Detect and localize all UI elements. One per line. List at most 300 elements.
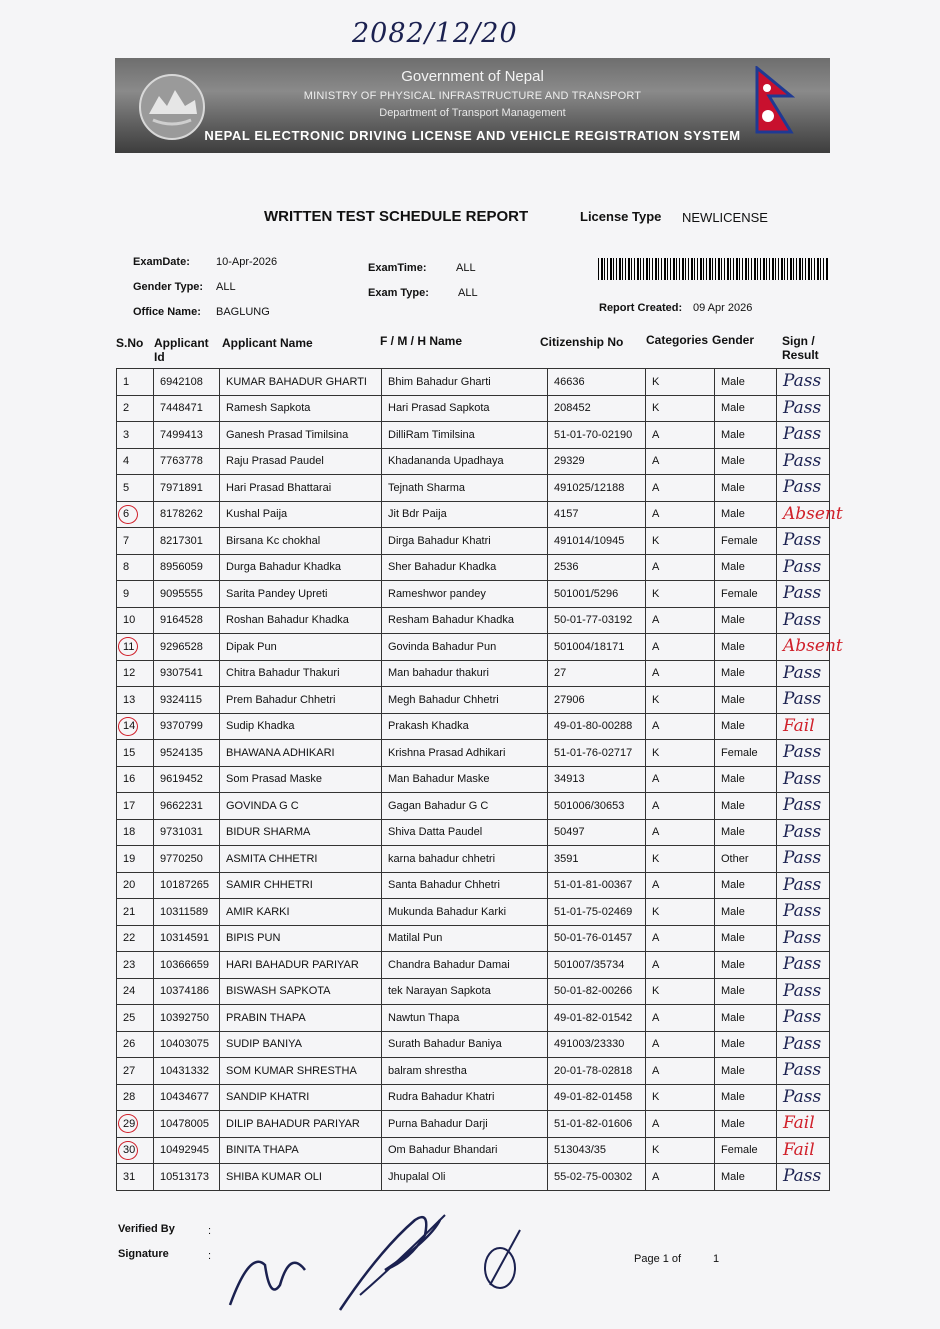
cell-category: K bbox=[646, 581, 715, 608]
cell-category: A bbox=[646, 1111, 715, 1138]
cell-citizenship: 34913 bbox=[548, 766, 646, 793]
cell-sign-result bbox=[777, 475, 830, 502]
cell-fmh-name: Purna Bahadur Darji bbox=[382, 1111, 548, 1138]
cell-gender: Male bbox=[715, 1058, 777, 1085]
table-row bbox=[117, 740, 830, 767]
office-name-label: Office Name: bbox=[133, 306, 201, 318]
cell-fmh-name: Jit Bdr Paija bbox=[382, 501, 548, 528]
cell-category: A bbox=[646, 925, 715, 952]
cell-sno: 19 bbox=[117, 846, 154, 873]
cell-gender: Male bbox=[715, 766, 777, 793]
cell-sign-result bbox=[777, 660, 830, 687]
cell-sign-result bbox=[777, 528, 830, 555]
table-row bbox=[117, 978, 830, 1005]
cell-sno: 21 bbox=[117, 899, 154, 926]
cell-gender: Male bbox=[715, 1084, 777, 1111]
cell-citizenship: 491003/23330 bbox=[548, 1031, 646, 1058]
handwritten-result: Fail bbox=[783, 1113, 815, 1133]
handwritten-result: Pass bbox=[783, 397, 822, 418]
cell-applicant-name: BIPIS PUN bbox=[220, 925, 382, 952]
cell-applicant-name: BINITA THAPA bbox=[220, 1137, 382, 1164]
cell-applicant-id: 10392750 bbox=[154, 1005, 220, 1032]
col-header-citizenship: Citizenship No bbox=[540, 335, 624, 349]
col-header-categories: Categories bbox=[646, 333, 709, 347]
col-header-gender: Gender bbox=[712, 333, 755, 347]
cell-applicant-id: 7448471 bbox=[154, 395, 220, 422]
cell-gender: Male bbox=[715, 819, 777, 846]
cell-applicant-id: 9770250 bbox=[154, 846, 220, 873]
handwritten-result: Pass bbox=[783, 450, 822, 471]
cell-category: K bbox=[646, 899, 715, 926]
cell-applicant-name: Ganesh Prasad Timilsina bbox=[220, 422, 382, 449]
table-row bbox=[117, 607, 830, 634]
table-row bbox=[117, 766, 830, 793]
cell-gender: Male bbox=[715, 1031, 777, 1058]
cell-applicant-id: 8217301 bbox=[154, 528, 220, 555]
cell-sno: 28 bbox=[117, 1084, 154, 1111]
cell-gender: Male bbox=[715, 369, 777, 396]
cell-category: K bbox=[646, 1084, 715, 1111]
cell-sno: 24 bbox=[117, 978, 154, 1005]
cell-applicant-id: 10374186 bbox=[154, 978, 220, 1005]
cell-gender: Male bbox=[715, 793, 777, 820]
cell-applicant-name: Sarita Pandey Upreti bbox=[220, 581, 382, 608]
cell-citizenship: 20-01-78-02818 bbox=[548, 1058, 646, 1085]
cell-sign-result bbox=[777, 501, 843, 528]
cell-sign-result bbox=[777, 793, 830, 820]
barcode bbox=[598, 258, 828, 280]
verified-by-colon: : bbox=[208, 1225, 212, 1237]
cell-citizenship: 491025/12188 bbox=[548, 475, 646, 502]
cell-applicant-name: Hari Prasad Bhattarai bbox=[220, 475, 382, 502]
cell-citizenship: 27 bbox=[548, 660, 646, 687]
cell-sign-result bbox=[777, 1031, 830, 1058]
signature-colon: : bbox=[208, 1250, 212, 1262]
cell-applicant-name: Kushal Paija bbox=[220, 501, 382, 528]
cell-applicant-id: 10434677 bbox=[154, 1084, 220, 1111]
cell-sno: 7 bbox=[117, 528, 154, 555]
cell-gender: Male bbox=[715, 952, 777, 979]
table-row bbox=[117, 422, 830, 449]
cell-category: K bbox=[646, 740, 715, 767]
cell-citizenship: 50497 bbox=[548, 819, 646, 846]
exam-time-value: ALL bbox=[456, 262, 476, 274]
cell-applicant-id: 9296528 bbox=[154, 634, 220, 661]
handwritten-result: Pass bbox=[783, 609, 822, 630]
cell-applicant-id: 10492945 bbox=[154, 1137, 220, 1164]
cell-sno: 1 bbox=[117, 369, 154, 396]
cell-sno: 3 bbox=[117, 422, 154, 449]
cell-category: K bbox=[646, 369, 715, 396]
cell-fmh-name: Govinda Bahadur Pun bbox=[382, 634, 548, 661]
cell-fmh-name: tek Narayan Sapkota bbox=[382, 978, 548, 1005]
cell-fmh-name: Shiva Datta Paudel bbox=[382, 819, 548, 846]
cell-citizenship: 51-01-76-02717 bbox=[548, 740, 646, 767]
cell-category: A bbox=[646, 1058, 715, 1085]
cell-citizenship: 513043/35 bbox=[548, 1137, 646, 1164]
cell-sign-result bbox=[777, 713, 830, 740]
cell-citizenship: 55-02-75-00302 bbox=[548, 1164, 646, 1191]
cell-applicant-name: Durga Bahadur Khadka bbox=[220, 554, 382, 581]
table-row bbox=[117, 687, 830, 714]
exam-type-label: Exam Type: bbox=[368, 287, 429, 299]
cell-citizenship: 4157 bbox=[548, 501, 646, 528]
cell-applicant-id: 7763778 bbox=[154, 448, 220, 475]
cell-applicant-id: 10366659 bbox=[154, 952, 220, 979]
cell-sign-result bbox=[777, 554, 830, 581]
cell-gender: Male bbox=[715, 448, 777, 475]
cell-category: A bbox=[646, 793, 715, 820]
cell-fmh-name: Man Bahadur Maske bbox=[382, 766, 548, 793]
handwritten-result: Pass bbox=[783, 583, 822, 603]
cell-sno: 26 bbox=[117, 1031, 154, 1058]
cell-gender: Male bbox=[715, 925, 777, 952]
cell-applicant-id: 10478005 bbox=[154, 1111, 220, 1138]
cell-sno: 5 bbox=[117, 475, 154, 502]
col-header-applicant-name: Applicant Name bbox=[222, 336, 313, 350]
cell-gender: Other bbox=[715, 846, 777, 873]
cell-sign-result bbox=[777, 448, 830, 475]
cell-applicant-name: Prem Bahadur Chhetri bbox=[220, 687, 382, 714]
cell-applicant-id: 10403075 bbox=[154, 1031, 220, 1058]
cell-category: A bbox=[646, 422, 715, 449]
cell-sno: 16 bbox=[117, 766, 154, 793]
cell-citizenship: 51-01-75-02469 bbox=[548, 899, 646, 926]
table-row bbox=[117, 1111, 830, 1138]
handwritten-result: Pass bbox=[783, 821, 822, 842]
cell-citizenship: 50-01-76-01457 bbox=[548, 925, 646, 952]
nepal-flag-icon bbox=[755, 66, 795, 136]
cell-sno: 12 bbox=[117, 660, 154, 687]
cell-category: A bbox=[646, 872, 715, 899]
cell-fmh-name: Megh Bahadur Chhetri bbox=[382, 687, 548, 714]
cell-category: A bbox=[646, 475, 715, 502]
cell-fmh-name: Khadananda Upadhaya bbox=[382, 448, 548, 475]
cell-applicant-id: 10187265 bbox=[154, 872, 220, 899]
cell-applicant-id: 9164528 bbox=[154, 607, 220, 634]
cell-citizenship: 50-01-77-03192 bbox=[548, 607, 646, 634]
cell-category: K bbox=[646, 846, 715, 873]
cell-sno: 18 bbox=[117, 819, 154, 846]
cell-applicant-name: ASMITA CHHETRI bbox=[220, 846, 382, 873]
cell-sno: 17 bbox=[117, 793, 154, 820]
cell-applicant-id: 9370799 bbox=[154, 713, 220, 740]
handwritten-result: Pass bbox=[783, 662, 822, 683]
cell-category: K bbox=[646, 978, 715, 1005]
cell-category: A bbox=[646, 448, 715, 475]
report-title: WRITTEN TEST SCHEDULE REPORT bbox=[264, 208, 529, 225]
banner-department: Department of Transport Management bbox=[379, 107, 566, 119]
handwritten-result: Pass bbox=[783, 371, 822, 391]
cell-category: A bbox=[646, 1005, 715, 1032]
cell-sno: 10 bbox=[117, 607, 154, 634]
license-type-value: NEWLICENSE bbox=[682, 210, 768, 225]
cell-sno: 22 bbox=[117, 925, 154, 952]
cell-fmh-name: Gagan Bahadur G C bbox=[382, 793, 548, 820]
col-header-applicant-id: Applicant Id bbox=[154, 336, 209, 364]
cell-citizenship: 29329 bbox=[548, 448, 646, 475]
banner-government: Government of Nepal bbox=[401, 68, 544, 85]
cell-sign-result bbox=[777, 687, 830, 714]
cell-sno: 15 bbox=[117, 740, 154, 767]
red-circle-mark bbox=[118, 1141, 138, 1160]
verified-by-label: Verified By bbox=[118, 1223, 175, 1235]
cell-gender: Female bbox=[715, 528, 777, 555]
cell-gender: Female bbox=[715, 581, 777, 608]
cell-fmh-name: Matilal Pun bbox=[382, 925, 548, 952]
report-created-value: 09 Apr 2026 bbox=[693, 302, 753, 314]
table-row bbox=[117, 793, 830, 820]
col-header-sno: S.No bbox=[116, 336, 144, 350]
table-row bbox=[117, 528, 830, 555]
cell-citizenship: 3591 bbox=[548, 846, 646, 873]
table-row bbox=[117, 713, 830, 740]
cell-category: K bbox=[646, 1137, 715, 1164]
cell-category: A bbox=[646, 1031, 715, 1058]
handwritten-result: Pass bbox=[783, 874, 822, 895]
page-label: Page 1 of bbox=[634, 1253, 682, 1265]
cell-citizenship: 49-01-82-01542 bbox=[548, 1005, 646, 1032]
cell-gender: Male bbox=[715, 554, 777, 581]
cell-sign-result bbox=[777, 978, 830, 1005]
handwritten-result: Fail bbox=[783, 1139, 815, 1160]
table-row bbox=[117, 369, 830, 396]
cell-citizenship: 51-01-70-02190 bbox=[548, 422, 646, 449]
handwritten-result: Fail bbox=[783, 715, 815, 736]
cell-applicant-name: Chitra Bahadur Thakuri bbox=[220, 660, 382, 687]
cell-category: A bbox=[646, 634, 715, 661]
cell-sno: 30 bbox=[117, 1137, 154, 1164]
cell-sign-result bbox=[777, 395, 830, 422]
cell-category: A bbox=[646, 501, 715, 528]
cell-sign-result bbox=[777, 766, 830, 793]
cell-applicant-name: SAMIR CHHETRI bbox=[220, 872, 382, 899]
cell-fmh-name: Chandra Bahadur Damai bbox=[382, 952, 548, 979]
cell-applicant-id: 8178262 bbox=[154, 501, 220, 528]
cell-applicant-name: SUDIP BANIYA bbox=[220, 1031, 382, 1058]
cell-applicant-id: 6942108 bbox=[154, 369, 220, 396]
cell-citizenship: 208452 bbox=[548, 395, 646, 422]
cell-applicant-name: Roshan Bahadur Khadka bbox=[220, 607, 382, 634]
cell-fmh-name: Dirga Bahadur Khatri bbox=[382, 528, 548, 555]
red-circle-mark bbox=[118, 1114, 138, 1133]
cell-citizenship: 501007/35734 bbox=[548, 952, 646, 979]
signature-label: Signature bbox=[118, 1248, 169, 1260]
cell-category: A bbox=[646, 660, 715, 687]
cell-applicant-id: 9324115 bbox=[154, 687, 220, 714]
cell-fmh-name: Rameshwor pandey bbox=[382, 581, 548, 608]
cell-fmh-name: Santa Bahadur Chhetri bbox=[382, 872, 548, 899]
cell-fmh-name: Jhupalal Oli bbox=[382, 1164, 548, 1191]
handwritten-result: Absent bbox=[783, 636, 843, 656]
cell-citizenship: 49-01-80-00288 bbox=[548, 713, 646, 740]
handwritten-result: Pass bbox=[783, 477, 822, 497]
cell-fmh-name: karna bahadur chhetri bbox=[382, 846, 548, 873]
office-name-value: BAGLUNG bbox=[216, 306, 270, 318]
cell-fmh-name: Rudra Bahadur Khatri bbox=[382, 1084, 548, 1111]
table-row bbox=[117, 1137, 830, 1164]
cell-fmh-name: Surath Bahadur Baniya bbox=[382, 1031, 548, 1058]
cell-category: A bbox=[646, 554, 715, 581]
cell-sign-result bbox=[777, 1111, 830, 1138]
table-row bbox=[117, 1084, 830, 1111]
red-circle-mark bbox=[118, 717, 138, 736]
cell-gender: Male bbox=[715, 899, 777, 926]
page-total: 1 bbox=[713, 1253, 720, 1265]
cell-sign-result bbox=[777, 581, 830, 608]
cell-citizenship: 491014/10945 bbox=[548, 528, 646, 555]
handwritten-result: Pass bbox=[783, 848, 822, 868]
cell-sno: 2 bbox=[117, 395, 154, 422]
cell-applicant-id: 10311589 bbox=[154, 899, 220, 926]
cell-sign-result bbox=[777, 607, 830, 634]
cell-fmh-name: Resham Bahadur Khadka bbox=[382, 607, 548, 634]
cell-gender: Male bbox=[715, 713, 777, 740]
cell-applicant-name: SHIBA KUMAR OLI bbox=[220, 1164, 382, 1191]
banner-ministry: MINISTRY OF PHYSICAL INFRASTRUCTURE AND TRANSPORT bbox=[303, 90, 642, 102]
red-circle-mark bbox=[118, 637, 138, 656]
handwritten-result: Pass bbox=[783, 795, 822, 815]
cell-fmh-name: Nawtun Thapa bbox=[382, 1005, 548, 1032]
cell-sno: 4 bbox=[117, 448, 154, 475]
handwritten-result: Pass bbox=[783, 530, 822, 550]
cell-applicant-name: Raju Prasad Paudel bbox=[220, 448, 382, 475]
exam-type-value: ALL bbox=[458, 287, 478, 299]
handwritten-result: Pass bbox=[783, 1060, 822, 1080]
handwritten-result: Pass bbox=[783, 980, 822, 1001]
handwritten-result: Pass bbox=[783, 1033, 822, 1054]
cell-applicant-id: 8956059 bbox=[154, 554, 220, 581]
header-banner bbox=[115, 58, 830, 153]
cell-citizenship: 501006/30653 bbox=[548, 793, 646, 820]
cell-sno: 23 bbox=[117, 952, 154, 979]
cell-citizenship: 501001/5296 bbox=[548, 581, 646, 608]
handwritten-result: Pass bbox=[783, 768, 822, 789]
cell-gender: Male bbox=[715, 607, 777, 634]
cell-citizenship: 501004/18171 bbox=[548, 634, 646, 661]
handwritten-result: Pass bbox=[783, 954, 822, 974]
cell-fmh-name: Mukunda Bahadur Karki bbox=[382, 899, 548, 926]
cell-fmh-name: Man bahadur thakuri bbox=[382, 660, 548, 687]
cell-citizenship: 49-01-82-01458 bbox=[548, 1084, 646, 1111]
cell-applicant-name: Ramesh Sapkota bbox=[220, 395, 382, 422]
table-row bbox=[117, 819, 830, 846]
cell-fmh-name: DilliRam Timilsina bbox=[382, 422, 548, 449]
cell-citizenship: 51-01-81-00367 bbox=[548, 872, 646, 899]
exam-time-label: ExamTime: bbox=[368, 262, 427, 274]
cell-fmh-name: Sher Bahadur Khadka bbox=[382, 554, 548, 581]
cell-sign-result bbox=[777, 1137, 830, 1164]
cell-applicant-id: 9095555 bbox=[154, 581, 220, 608]
cell-sno: 11 bbox=[117, 634, 154, 661]
cell-category: A bbox=[646, 766, 715, 793]
cell-applicant-name: AMIR KARKI bbox=[220, 899, 382, 926]
table-row bbox=[117, 925, 830, 952]
cell-sno: 27 bbox=[117, 1058, 154, 1085]
table-row bbox=[117, 501, 830, 528]
report-created-label: Report Created: bbox=[599, 302, 683, 314]
cell-sign-result bbox=[777, 422, 830, 449]
cell-gender: Male bbox=[715, 501, 777, 528]
table-row bbox=[117, 395, 830, 422]
cell-category: K bbox=[646, 528, 715, 555]
cell-sign-result bbox=[777, 1164, 830, 1191]
cell-applicant-name: HARI BAHADUR PARIYAR bbox=[220, 952, 382, 979]
cell-applicant-name: PRABIN THAPA bbox=[220, 1005, 382, 1032]
cell-category: A bbox=[646, 952, 715, 979]
cell-gender: Female bbox=[715, 740, 777, 767]
cell-citizenship: 2536 bbox=[548, 554, 646, 581]
cell-fmh-name: Krishna Prasad Adhikari bbox=[382, 740, 548, 767]
cell-citizenship: 51-01-82-01606 bbox=[548, 1111, 646, 1138]
table-row bbox=[117, 634, 830, 661]
cell-sno: 20 bbox=[117, 872, 154, 899]
cell-sign-result bbox=[777, 819, 830, 846]
col-header-fmh-name: F / M / H Name bbox=[380, 334, 463, 348]
cell-sign-result bbox=[777, 952, 830, 979]
cell-gender: Male bbox=[715, 1164, 777, 1191]
banner-system: NEPAL ELECTRONIC DRIVING LICENSE AND VEHICLE REGISTRATION SYSTEM bbox=[204, 128, 741, 143]
handwritten-result: Pass bbox=[783, 1166, 822, 1186]
table-row bbox=[117, 846, 830, 873]
cell-applicant-id: 7499413 bbox=[154, 422, 220, 449]
exam-date-value: 10-Apr-2026 bbox=[216, 256, 278, 268]
cell-fmh-name: balram shrestha bbox=[382, 1058, 548, 1085]
cell-sign-result bbox=[777, 634, 843, 661]
cell-applicant-id: 9619452 bbox=[154, 766, 220, 793]
cell-gender: Male bbox=[715, 687, 777, 714]
handwritten-result: Pass bbox=[783, 424, 822, 444]
table-row bbox=[117, 554, 830, 581]
cell-applicant-name: Birsana Kc chokhal bbox=[220, 528, 382, 555]
cell-applicant-name: BIDUR SHARMA bbox=[220, 819, 382, 846]
cell-applicant-name: Sudip Khadka bbox=[220, 713, 382, 740]
handwritten-result: Pass bbox=[783, 927, 822, 948]
cell-applicant-name: KUMAR BAHADUR GHARTI bbox=[220, 369, 382, 396]
cell-gender: Male bbox=[715, 872, 777, 899]
cell-applicant-name: DILIP BAHADUR PARIYAR bbox=[220, 1111, 382, 1138]
cell-applicant-id: 9731031 bbox=[154, 819, 220, 846]
cell-sno: 25 bbox=[117, 1005, 154, 1032]
handwritten-result: Pass bbox=[783, 742, 822, 762]
cell-sign-result bbox=[777, 925, 830, 952]
handwritten-code: 2082/12/20 bbox=[352, 18, 518, 49]
cell-applicant-name: BHAWANA ADHIKARI bbox=[220, 740, 382, 767]
cell-gender: Male bbox=[715, 422, 777, 449]
cell-sno: 9 bbox=[117, 581, 154, 608]
cell-applicant-name: SANDIP KHATRI bbox=[220, 1084, 382, 1111]
cell-fmh-name: Hari Prasad Sapkota bbox=[382, 395, 548, 422]
handwritten-result: Pass bbox=[783, 689, 822, 709]
table-row bbox=[117, 952, 830, 979]
cell-sno: 13 bbox=[117, 687, 154, 714]
cell-applicant-name: SOM KUMAR SHRESTHA bbox=[220, 1058, 382, 1085]
cell-gender: Male bbox=[715, 1111, 777, 1138]
cell-citizenship: 50-01-82-00266 bbox=[548, 978, 646, 1005]
table-row bbox=[117, 475, 830, 502]
cell-applicant-id: 9307541 bbox=[154, 660, 220, 687]
cell-applicant-id: 10431332 bbox=[154, 1058, 220, 1085]
cell-gender: Male bbox=[715, 634, 777, 661]
gender-type-label: Gender Type: bbox=[133, 281, 204, 293]
cell-gender: Male bbox=[715, 660, 777, 687]
table-row bbox=[117, 448, 830, 475]
applicants-table bbox=[116, 368, 843, 1191]
cell-gender: Male bbox=[715, 978, 777, 1005]
cell-sign-result bbox=[777, 1084, 830, 1111]
cell-applicant-id: 9524135 bbox=[154, 740, 220, 767]
cell-citizenship: 27906 bbox=[548, 687, 646, 714]
